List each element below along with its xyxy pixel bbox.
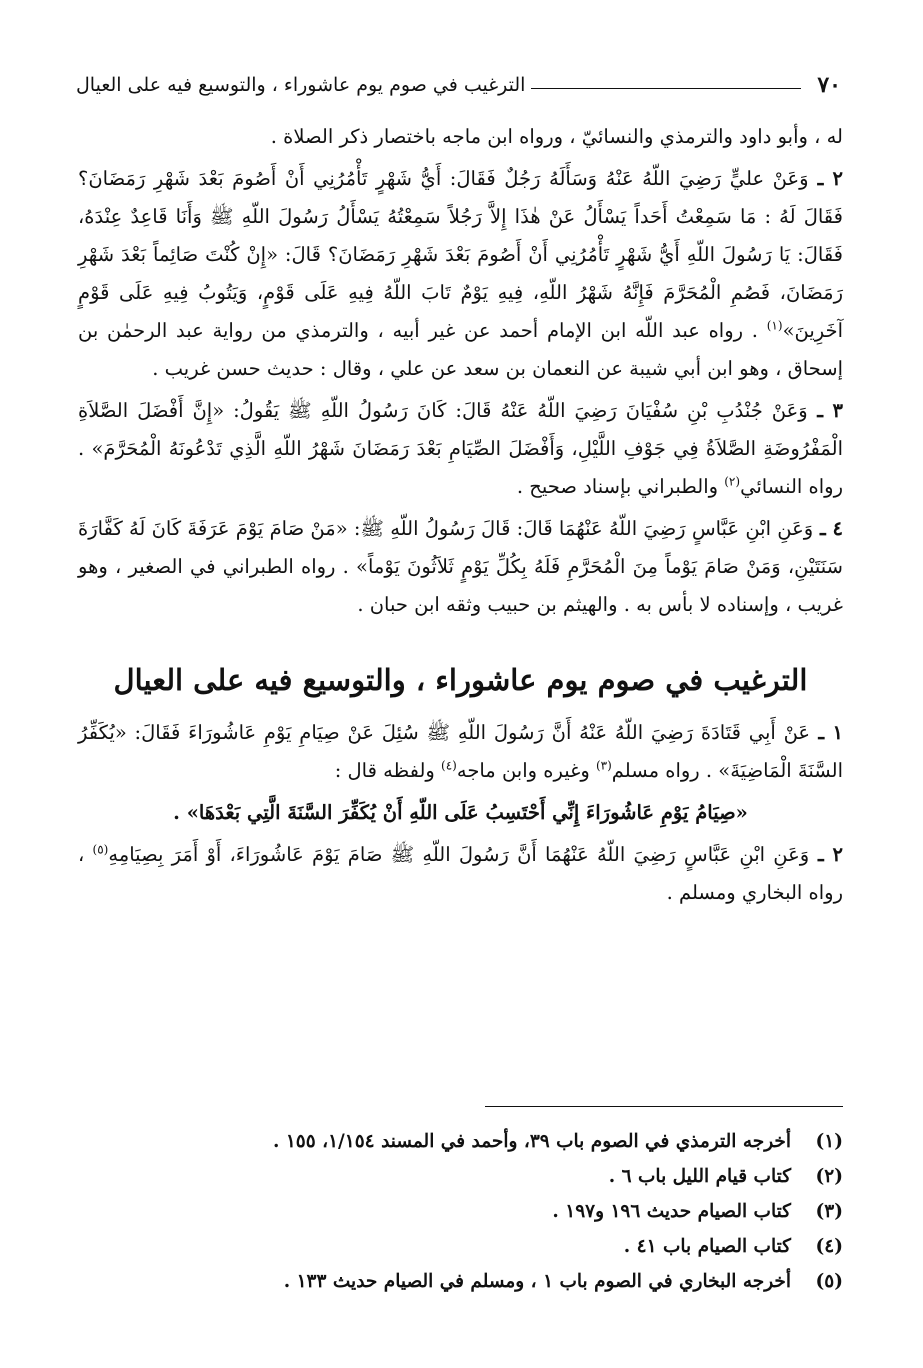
footnote-number: (٥) <box>815 1271 843 1292</box>
footnote-ref[interactable]: (٣) <box>595 758 612 773</box>
running-title: الترغيب في صوم يوم عاشوراء ، والتوسيع فيه على العيال <box>76 74 526 96</box>
hadith-number: ٢ ـ <box>809 843 843 866</box>
hadith-paragraph <box>78 392 843 506</box>
footnote-ref[interactable]: (٢) <box>724 474 741 489</box>
footnote-ref[interactable]: (١) <box>766 318 783 333</box>
running-header <box>76 72 841 106</box>
footnote-ref[interactable]: (٥) <box>92 842 109 857</box>
hadith-text: وَعَنْ عليٍّ رَضِيَ اللّهُ عَنْهُ وَسَأَلَهُ رَجُلٌ فَقَالَ: أَيُّ شَهْرٍ تَأْمُرُنِي أَنْ أَصُومَ بَعْدَ شَهْرِ رَمَضَانَ؟ فَقَالَ لَهُ : مَا سَمِعْتُ أَحَداً يَسْأَلُ عَنْ هٰذَا إِلاَّ رَجُلاً سَمِعْتُهُ يَسْأَلُ رَسُولَ اللّهِ ﷺ وَأَنَا قَاعِدٌ عِنْدَهُ، فَقَالَ: يَا رَسُولَ اللّهِ أَيُّ شَهْرٍ تَأْمُرُنِي أَنْ أَصُومَ بَعْدَ شَهْرِ رَمَضَانَ؟ قَالَ: «إِنْ كُنْتَ صَائِماً بَعْدَ شَهْرِ رَمَضَانَ، فَصُمِ الْمُحَرَّمَ فَإِنَّهُ شَهْرُ اللّهِ، فِيهِ يَوْمٌ تَابَ اللّهُ فِيهِ عَلَى قَوْمٍ، وَيَتُوبُ فِيهِ عَلَى قَوْمٍ آخَرِينَ» <box>78 167 844 342</box>
hadith-source: . رواه عبد اللّه ابن الإمام أحمد عن غير أبيه ، والترمذي من رواية عبد الرحمٰن بن إسحاق ، وهو ابن أبي شيبة عن النعمان بن سعد عن علي ، وقال : حديث حسن غريب . <box>78 319 843 380</box>
hadith-source: وغيره وابن ماجه <box>456 759 596 782</box>
header-rule <box>531 88 801 89</box>
footnote-number: (٣) <box>815 1201 843 1222</box>
hadith-number: ٤ ـ <box>813 517 843 540</box>
footnote-item <box>103 1124 843 1159</box>
hadith-source: ، رواه البخاري ومسلم . <box>78 843 843 904</box>
hadith-paragraph <box>78 510 843 624</box>
footnote-separator <box>485 1106 843 1107</box>
footnote-number: (٤) <box>815 1236 843 1257</box>
hadith-source-tail: ولفظه قال : <box>334 759 442 782</box>
footnote-number: (٢) <box>815 1166 843 1187</box>
hadith-text: وَعَنْ جُنْدُبِ بْنِ سُفْيَانَ رَضِيَ اللّهُ عَنْهُ قَالَ: كَانَ رَسُولُ اللّهِ ﷺ يَقُولُ: «إِنَّ أَفْضَلَ الصَّلاَةِ الْمَفْرُوضَةِ الصَّلاَةُ فِي جَوْفِ اللَّيْلِ، وَأَفْضَلَ الصِّيَامِ بَعْدَ رَمَضَانَ شَهْرُ اللّهِ الَّذِي تَدْعُونَهُ الْمُحَرَّمَ» . رواه النسائي <box>78 399 843 498</box>
page-number: ٧٠ <box>817 72 841 98</box>
hadith-number: ١ ـ <box>810 721 843 744</box>
footnote-item <box>103 1159 843 1194</box>
section-heading: الترغيب في صوم يوم عاشوراء ، والتوسيع فيه على العيال <box>113 663 808 697</box>
hadith-text: عَنْ أَبِي قَتَادَةَ رَضِيَ اللّهُ عَنْهُ أَنَّ رَسُولَ اللّهِ ﷺ سُئِلَ عَنْ صِيَامِ يَوْمِ عَاشُورَاءَ فَقَالَ: «يُكَفِّرُ السَّنَةَ الْمَاضِيَةَ» . رواه مسلم <box>78 721 843 782</box>
hadith-number: ٢ ـ <box>808 167 844 190</box>
hadith-source: والطبراني بإسناد صحيح . <box>516 475 725 498</box>
hadith-paragraph <box>78 714 843 790</box>
footnote-text: كتاب الصيام باب ٤١ . <box>623 1236 791 1257</box>
hadith-text: وَعَنِ ابْنِ عَبَّاسٍ رَضِيَ اللّهُ عَنْهُمَا أَنَّ رَسُولَ اللّهِ ﷺ صَامَ يَوْمَ عَاشُورَاءَ، أَوْ أَمَرَ بِصِيَامِهِ <box>108 843 810 866</box>
main-text <box>78 118 843 916</box>
hadith-quote: «صِيَامُ يَوْمِ عَاشُورَاءَ إِنِّي أَحْتَسِبُ عَلَى اللّهِ أَنْ يُكَفِّرَ السَّنَةَ الَّتِي بَعْدَهَا» . <box>173 801 748 824</box>
footnote-number: (١) <box>815 1131 843 1152</box>
footnotes <box>103 1124 843 1299</box>
footnote-item <box>103 1194 843 1229</box>
hadith-text: وَعَنِ ابْنِ عَبَّاسٍ رَضِيَ اللّهُ عَنْهُمَا قَالَ: قَالَ رَسُولُ اللّهِ ﷺ: «مَنْ صَامَ يَوْمَ عَرَفَةَ كَانَ لَهُ كَفَّارَةَ سَنَتَيْنِ، وَمَنْ صَامَ يَوْماً مِنَ الْمُحَرَّمِ فَلَهُ بِكُلِّ يَوْمٍ ثَلاَثُونَ يَوْماً» . رواه الطبراني في الصغير ، وهو غريب ، وإسناده لا بأس به . والهيثم بن حبيب وثقه ابن حبان . <box>78 517 843 616</box>
footnote-ref[interactable]: (٤) <box>441 758 457 773</box>
footnote-item <box>103 1229 843 1264</box>
footnote-item <box>103 1264 843 1299</box>
hadith-paragraph <box>78 836 843 912</box>
hadith-paragraph <box>78 160 843 388</box>
paragraph-text: له ، وأبو داود والترمذي والنسائيّ ، ورواه ابن ماجه باختصار ذكر الصلاة . <box>270 125 843 148</box>
footnote-text: أخرجه الترمذي في الصوم باب ٣٩، وأحمد في المسند ١/١٥٤، ١٥٥ . <box>272 1131 791 1152</box>
footnote-text: أخرجه البخاري في الصوم باب ١ ، ومسلم في الصيام حديث ١٣٣ . <box>283 1271 791 1292</box>
hadith-number: ٣ ـ <box>807 399 843 422</box>
paragraph-continuation <box>78 118 843 156</box>
footnote-text: كتاب قيام الليل باب ٦ . <box>608 1166 791 1187</box>
footnote-text: كتاب الصيام حديث ١٩٦ و١٩٧ . <box>552 1201 791 1222</box>
